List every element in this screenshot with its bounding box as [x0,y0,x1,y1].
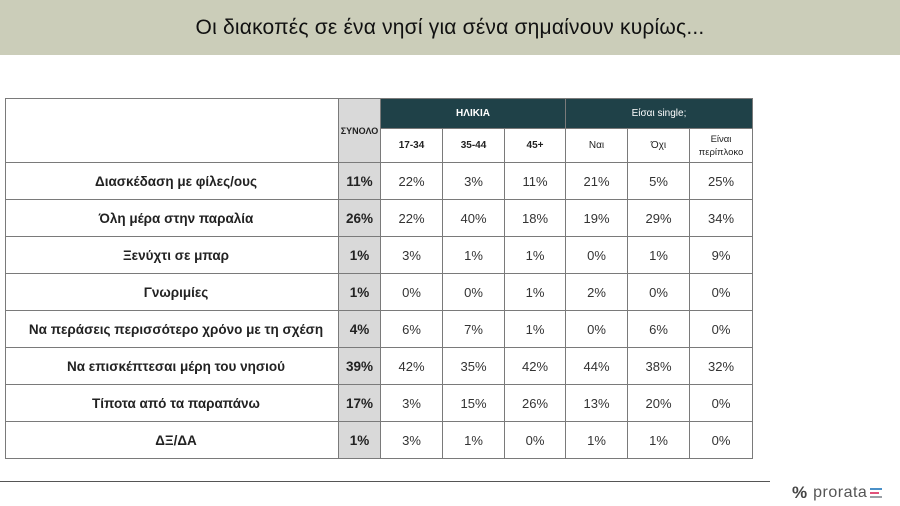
total-cell: 26% [339,200,381,237]
value-cell: 22% [381,163,443,200]
value-cell: 0% [381,274,443,311]
value-cell: 15% [443,385,505,422]
value-cell: 11% [505,163,566,200]
table-row [6,385,753,422]
table-row [6,237,753,274]
total-cell: 39% [339,348,381,385]
table-body [6,163,753,459]
row-label [6,385,339,422]
value-cell: 3% [381,237,443,274]
value-cell: 9% [690,237,753,274]
value-cell: 42% [381,348,443,385]
value-cell: 34% [690,200,753,237]
column-header: 35-44 [443,129,505,163]
value-cell: 13% [566,385,628,422]
value-cell: 1% [505,311,566,348]
value-cell: 6% [381,311,443,348]
value-cell: 40% [443,200,505,237]
value-cell: 3% [381,422,443,459]
value-cell: 0% [690,422,753,459]
corner-cell [6,99,339,163]
value-cell: 7% [443,311,505,348]
logo-wordmark: prorata [813,484,868,501]
value-cell: 0% [505,422,566,459]
value-cell: 1% [505,237,566,274]
value-cell: 1% [505,274,566,311]
row-label-text: Τίποτα από τα παραπάνω [92,395,260,411]
row-label [6,237,339,274]
table-row [6,163,753,200]
value-cell: 0% [566,237,628,274]
row-label [6,311,339,348]
row-label-text: Να περάσεις περισσότερο χρόνο με τη σχέση [28,321,324,337]
column-header: 45+ [505,129,566,163]
table-row [6,422,753,459]
column-header: 17-34 [381,129,443,163]
value-cell: 29% [628,200,690,237]
table-row [6,348,753,385]
total-header: ΣΥΝΟΛΟ [339,99,381,163]
value-cell: 26% [505,385,566,422]
total-cell: 4% [339,311,381,348]
row-label-text: Ξενύχτι σε μπαρ [122,247,230,263]
value-cell: 3% [443,163,505,200]
prorata-logo [792,484,882,502]
value-cell: 2% [566,274,628,311]
row-label [6,348,339,385]
value-cell: 0% [628,274,690,311]
value-cell: 1% [566,422,628,459]
value-cell: 0% [443,274,505,311]
total-cell: 11% [339,163,381,200]
value-cell: 32% [690,348,753,385]
column-header: Όχι [628,129,690,163]
value-cell: 38% [628,348,690,385]
bottom-divider [0,481,770,482]
total-cell: 1% [339,237,381,274]
value-cell: 0% [690,311,753,348]
group-header-single: Είσαι single; [566,99,753,129]
value-cell: 42% [505,348,566,385]
total-cell: 17% [339,385,381,422]
row-label-text: Όλη μέρα στην παραλία [98,210,254,226]
column-header: Ναι [566,129,628,163]
value-cell: 1% [443,237,505,274]
row-label [6,200,339,237]
row-label-text: ΔΞ/ΔΑ [155,432,197,448]
value-cell: 3% [381,385,443,422]
value-cell: 21% [566,163,628,200]
total-cell: 1% [339,274,381,311]
value-cell: 0% [690,385,753,422]
table-row [6,200,753,237]
row-label-text: Διασκέδαση με φίλες/ους [95,173,257,189]
column-header: Είναι περίπλοκο [690,129,753,163]
value-cell: 0% [566,311,628,348]
total-cell: 1% [339,422,381,459]
row-label-text: Γνωριμίες [143,284,209,300]
logo-percent-mark: % [792,483,808,502]
row-label [6,274,339,311]
value-cell: 18% [505,200,566,237]
value-cell: 25% [690,163,753,200]
results-table [5,98,753,459]
value-cell: 1% [628,422,690,459]
value-cell: 6% [628,311,690,348]
table-row [6,311,753,348]
slide-title: Οι διακοπές σε ένα νησί για σένα σημαίνουν κυρίως... [195,15,705,39]
row-label [6,163,339,200]
row-label [6,422,339,459]
group-header-age: ΗΛΙΚΙΑ [381,99,566,129]
value-cell: 1% [628,237,690,274]
value-cell: 19% [566,200,628,237]
row-label-text: Να επισκέπτεσαι μέρη του νησιού [67,358,285,374]
logo-bars-icon [870,488,882,498]
value-cell: 44% [566,348,628,385]
value-cell: 20% [628,385,690,422]
value-cell: 0% [690,274,753,311]
value-cell: 35% [443,348,505,385]
title-bar [0,0,900,55]
value-cell: 22% [381,200,443,237]
table-row [6,274,753,311]
value-cell: 1% [443,422,505,459]
value-cell: 5% [628,163,690,200]
